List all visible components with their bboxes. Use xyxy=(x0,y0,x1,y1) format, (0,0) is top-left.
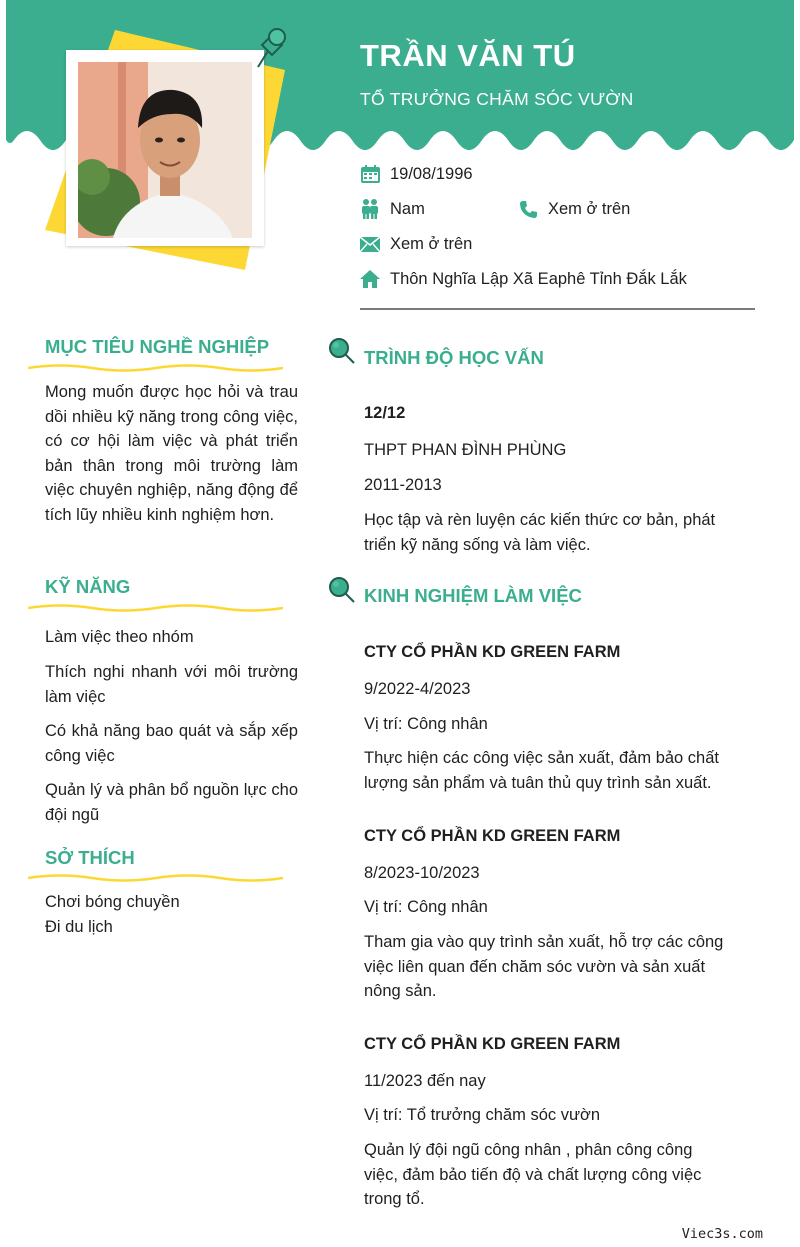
education-grade: 12/12 xyxy=(364,404,406,422)
job-period: 11/2023 đến nay xyxy=(364,1072,486,1090)
skill-item: Quản lý và phân bổ nguồn lực cho đội ngũ xyxy=(45,781,298,824)
info-divider xyxy=(360,308,755,310)
job-position: Vị trí: Công nhân xyxy=(364,715,488,733)
education-description: Học tập và rèn luyện các kiến thức cơ bản, phát triển kỹ năng sống và làm việc. xyxy=(364,511,716,554)
skill-item: Thích nghi nhanh với môi trường làm việc xyxy=(45,663,298,706)
job-company: CTY CỔ PHẦN KD GREEN FARM xyxy=(364,1035,621,1053)
job-description: Tham gia vào quy trình sản xuất, hỗ trợ các công việc liên quan đến chăm sóc vườn và sản xuất nông sản. xyxy=(364,933,724,1001)
experience-heading: KINH NGHIỆM LÀM VIỆC xyxy=(364,585,582,606)
job-position: Vị trí: Tổ trưởng chăm sóc vườn xyxy=(364,1106,600,1124)
profile-photo-frame xyxy=(66,50,264,246)
avatar xyxy=(78,62,252,238)
objective-underline xyxy=(28,362,283,374)
objective-heading: MỤC TIÊU NGHỀ NGHIỆP xyxy=(45,336,270,357)
objective-text: Mong muốn được học hỏi và trau dồi nhiều kỹ năng trong công việc, có cơ hội làm việc và phát triển bản thân trong môi trường làm việc chuyên nghiệp, năng động để tích lũy nhiều kinh nghiệm hơn. xyxy=(45,383,298,524)
birthday-value: 19/08/1996 xyxy=(390,164,473,183)
gender-value: Nam xyxy=(390,199,425,218)
address-value: Thôn Nghĩa Lập Xã Eaphê Tỉnh Đắk Lắk xyxy=(390,269,687,288)
hobby-item: Đi du lịch xyxy=(45,918,113,936)
envelope-icon xyxy=(360,234,380,254)
birthday-row xyxy=(360,164,473,184)
job-description: Thực hiện các công việc sản xuất, đảm bảo chất lượng sản phẩm và tuân thủ quy trình sản xuất. xyxy=(364,749,719,792)
address-row xyxy=(360,269,687,289)
education-period: 2011-2013 xyxy=(364,476,442,494)
phone-icon xyxy=(518,199,538,219)
skill-item: Có khả năng bao quát và sắp xếp công việc xyxy=(45,722,298,765)
job-period: 8/2023-10/2023 xyxy=(364,864,480,882)
job-company: CTY CỔ PHẦN KD GREEN FARM xyxy=(364,827,621,845)
skills-underline xyxy=(28,602,283,614)
email-value: Xem ở trên xyxy=(390,234,473,253)
hobby-item: Chơi bóng chuyền xyxy=(45,893,180,911)
home-icon xyxy=(360,269,380,289)
footer-brand: Viec3s.com xyxy=(681,1226,763,1242)
job-company: CTY CỔ PHẦN KD GREEN FARM xyxy=(364,643,621,661)
hobbies-underline xyxy=(28,872,283,884)
people-icon xyxy=(360,199,380,219)
pushpin-icon xyxy=(328,576,356,604)
phone-value: Xem ở trên xyxy=(548,199,631,218)
candidate-name: TRẦN VĂN TÚ xyxy=(360,38,576,73)
pushpin-icon xyxy=(248,25,290,71)
pushpin-icon xyxy=(328,337,356,365)
job-position: Vị trí: Công nhân xyxy=(364,898,488,916)
skill-item: Làm việc theo nhóm xyxy=(45,628,194,646)
gender-row xyxy=(360,199,425,219)
hobbies-heading: SỞ THÍCH xyxy=(45,847,135,868)
candidate-title: TỔ TRƯỞNG CHĂM SÓC VƯỜN xyxy=(360,89,634,109)
calendar-icon xyxy=(360,164,380,184)
job-description: Quản lý đội ngũ công nhân , phân công công việc, đảm bảo tiến độ và chất lượng công việc trong tổ. xyxy=(364,1141,702,1209)
job-period: 9/2022-4/2023 xyxy=(364,680,471,698)
education-school: THPT PHAN ĐÌNH PHÙNG xyxy=(364,441,567,459)
profile-photo xyxy=(78,62,252,238)
skills-heading: KỸ NĂNG xyxy=(45,576,131,597)
phone-row xyxy=(518,199,630,219)
email-row xyxy=(360,234,472,254)
education-heading: TRÌNH ĐỘ HỌC VẤN xyxy=(364,347,544,368)
